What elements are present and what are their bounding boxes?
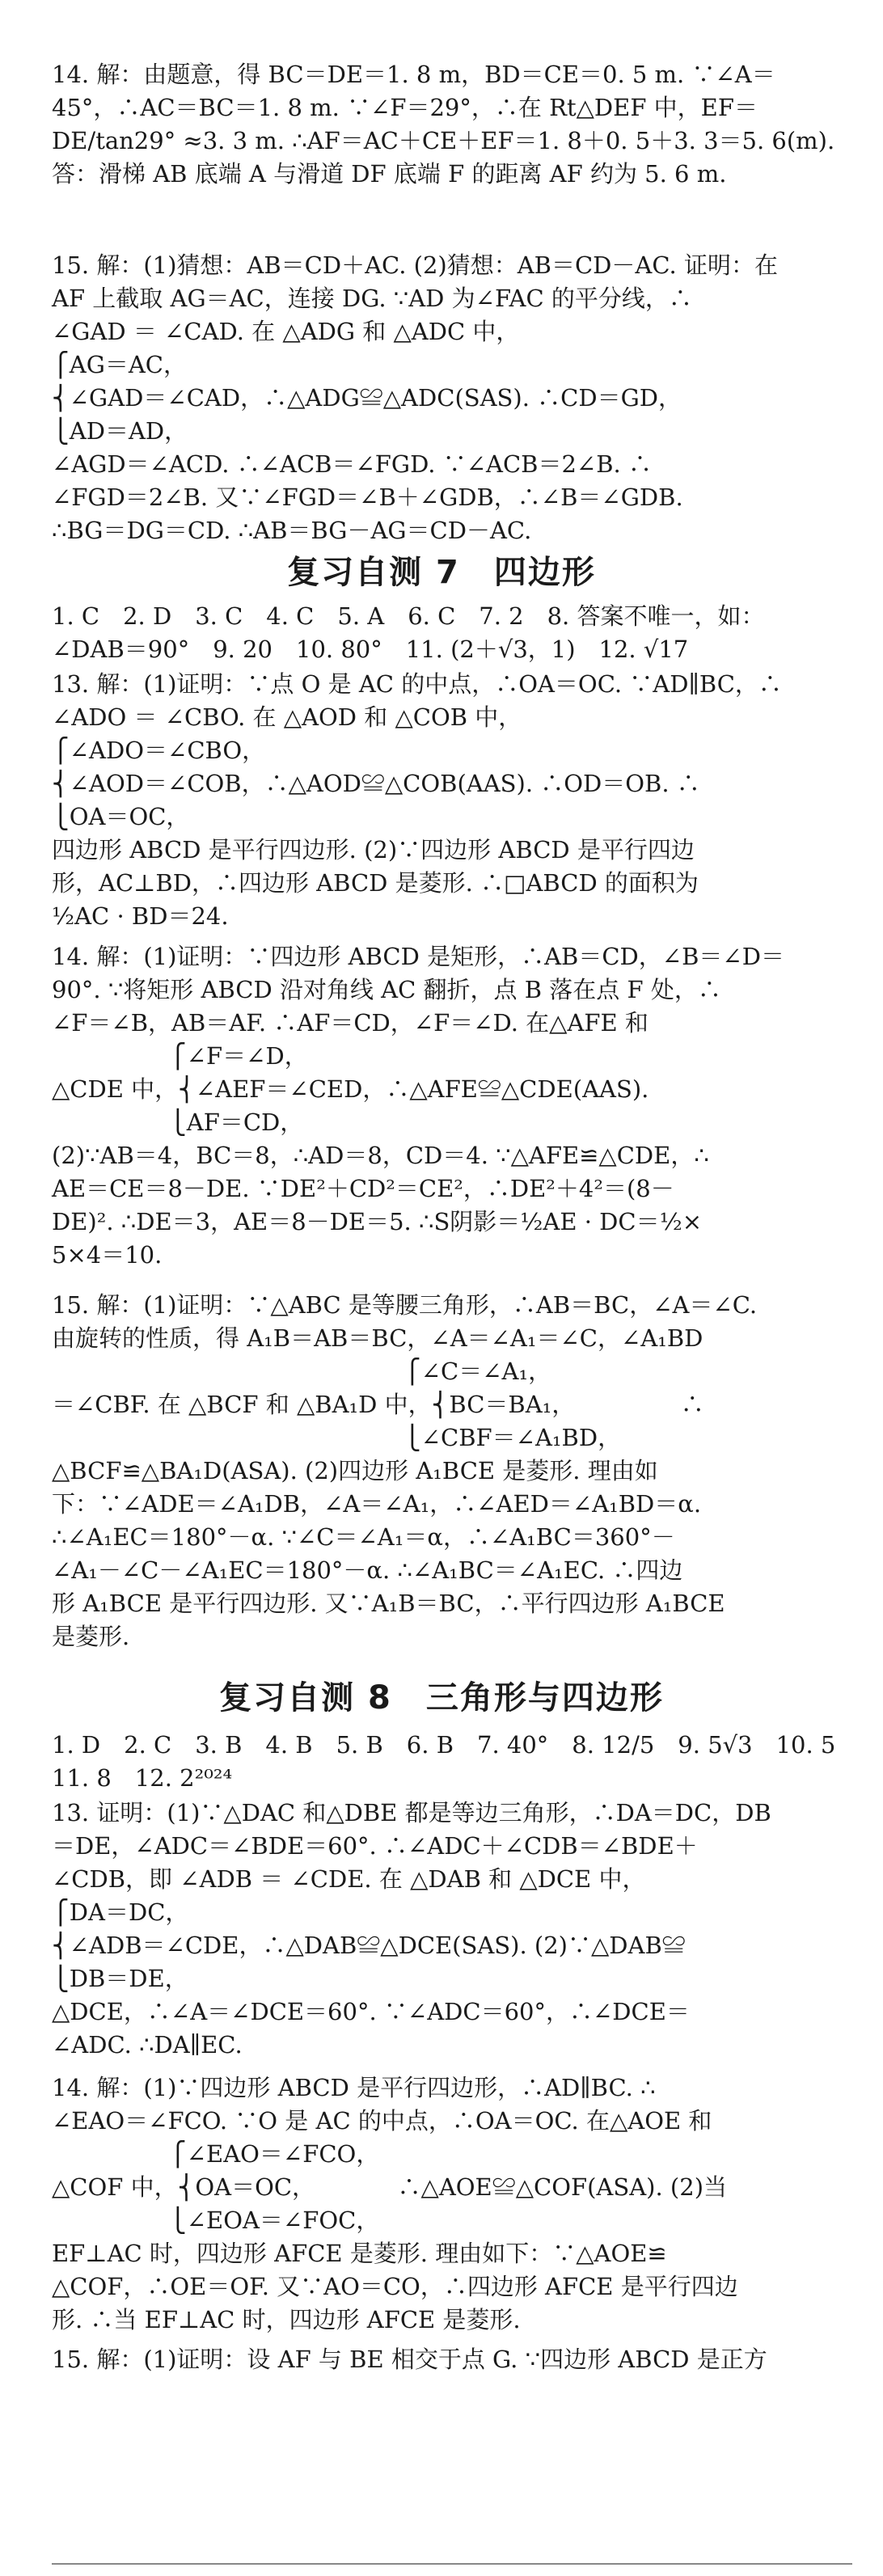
answers-review-7: 1. C 2. D 3. C 4. C 5. A 6. C 7. 2 8. 答案不唯一，如： ∠DAB＝90° 9. 20 10. 80° 11. (2＋√3，1) 12. √17 — [52, 602, 765, 663]
solution-13-review-8: 13. 证明：(1)∵△DAC 和△DBE 都是等边三角形，∴DA＝DC，DB ＝DE，∠ADC＝∠BDE＝60°. ∴∠ADC＋∠CDB＝∠BDE＋ ∠CDB，即 ∠ADB ＝ ∠CDE. 在 △DAB 和 △DCE 中， ⎧DA＝DC， ⎨∠ADB＝∠CDE，∴△DAB≌△DCE(SAS). (2)∵△DAB≌ ⎩DB＝DE， △DCE，∴∠A＝∠DCE＝60°. ∵∠ADC＝60°，∴∠DCE＝ ∠ADC. ∴DA∥EC. — [52, 1799, 771, 2059]
section-title-review-7: 复习自测 7 四边形 — [287, 554, 596, 591]
answers-review-8: 1. D 2. C 3. B 4. B 5. B 6. B 7. 40° 8. 12/5 9. 5√3 10. 5 11. 8 12. 2²⁰²⁴ — [52, 1731, 836, 1792]
solution-15-review-6: 15. 解：(1)猜想：AB＝CD＋AC. (2)猜想：AB＝CD－AC. 证明：在 AF 上截取 AG＝AC，连接 DG. ∵AD 为∠FAC 的平分线，∴ ∠GAD ＝ ∠CAD. 在 △ADG 和 △ADC 中， ⎧AG＝AC， ⎨∠GAD＝∠CAD，∴△ADG≌△ADC(SAS). ∴CD＝GD， ⎩AD＝AD， ∠AGD＝∠ACD. ∴∠ACB＝∠FGD. ∵∠ACB＝2∠B. ∴ ∠FGD＝2∠B. 又∵∠FGD＝∠B＋∠GDB，∴∠B＝∠GDB. ∴BG＝DG＝CD. ∴AB＝BG－AG＝CD－AC. — [52, 251, 778, 544]
solution-14-review-8: 14. 解：(1)∵四边形 ABCD 是平行四边形，∴AD∥BC. ∴ ∠EAO＝∠FCO. ∵O 是 AC 的中点，∴OA＝OC. 在△AOE 和 ⎧∠EAO＝∠FCO， △COF 中，⎨OA＝OC， ∴△AOE≌△COF(ASA). (2)当 ⎩∠EOA＝∠FOC， EF⊥AC 时，四边形 AFCE 是菱形. 理由如下：∵△AOE≌ △COF，∴OE＝OF. 又∵AO＝CO，∴四边形 AFCE 是平行四边 形. ∴当 EF⊥AC 时，四边形 AFCE 是菱形. — [52, 2074, 738, 2333]
bottom-divider — [52, 2563, 852, 2565]
solution-15-review-7: 15. 解：(1)证明：∵△ABC 是等腰三角形，∴AB＝BC，∠A＝∠C. 由旋转的性质，得 A₁B＝AB＝BC，∠A＝∠A₁＝∠C，∠A₁BD ⎧∠C＝∠A₁， ＝∠CBF. 在 △BCF 和 △BA₁D 中，⎨BC＝BA₁， ∴ ⎩∠CBF＝∠A₁BD， △BCF≌△BA₁D(ASA). (2)四边形 A₁BCE 是菱形. 理由如 下：∵∠ADE＝∠A₁DB，∠A＝∠A₁，∴∠AED＝∠A₁BD＝α. ∴∠A₁EC＝180°－α. ∵∠C＝∠A₁＝α，∴∠A₁BC＝360°－ ∠A₁－∠C－∠A₁EC＝180°－α. ∴∠A₁BC＝∠A₁EC. ∴四边 形 A₁BCE 是平行四边形. 又∵A₁B＝BC，∴平行四边形 A₁BCE 是菱形. — [52, 1291, 758, 1650]
solution-13-review-7: 13. 解：(1)证明：∵点 O 是 AC 的中点，∴OA＝OC. ∵AD∥BC，∴ ∠ADO ＝ ∠CBO. 在 △AOD 和 △COB 中， ⎧∠ADO＝∠CBO， ⎨∠AOD＝∠COB，∴△AOD≌△COB(AAS). ∴OD＝OB. ∴ ⎩OA＝OC， 四边形 ABCD 是平行四边形. (2)∵四边形 ABCD 是平行四边 形，AC⊥BD，∴四边形 ABCD 是菱形. ∴□ABCD 的面积为 ½AC · BD＝24. — [52, 670, 782, 930]
solution-14-review-6: 14. 解：由题意，得 BC＝DE＝1. 8 m，BD＝CE＝0. 5 m. ∵∠A＝ 45°，∴AC＝BC＝1. 8 m. ∵∠F＝29°，∴在 Rt△DEF 中，EF＝ DE/tan29° ≈3. 3 m. ∴AF＝AC＋CE＋EF＝1. 8＋0. 5＋3. 3＝5. 6(m). 答：滑梯 AB 底端 A 与滑道 DF 底端 F 的距离 AF 约为 5. 6 m. — [52, 61, 835, 188]
solution-14-review-7: 14. 解：(1)证明：∵四边形 ABCD 是矩形，∴AB＝CD，∠B＝∠D＝ 90°. ∵将矩形 ABCD 沿对角线 AC 翻折，点 B 落在点 F 处，∴ ∠F＝∠B，AB＝AF. ∴AF＝CD，∠F＝∠D. 在△AFE 和 ⎧∠F＝∠D， △CDE 中，⎨∠AEF＝∠CED，∴△AFE≌△CDE(AAS). ⎩AF＝CD， (2)∵AB＝4，BC＝8，∴AD＝8，CD＝4. ∵△AFE≌△CDE，∴ AE＝CE＝8－DE. ∵DE²＋CD²＝CE²，∴DE²＋4²＝(8－ DE)². ∴DE＝3，AE＝8－DE＝5. ∴S阴影＝½AE · DC＝½× 5×4＝10. — [52, 943, 784, 1269]
section-title-review-8: 复习自测 8 三角形与四边形 — [219, 1679, 664, 1717]
solution-15-review-8: 15. 解：(1)证明：设 AF 与 BE 相交于点 G. ∵四边形 ABCD 是正方 — [52, 2346, 767, 2373]
